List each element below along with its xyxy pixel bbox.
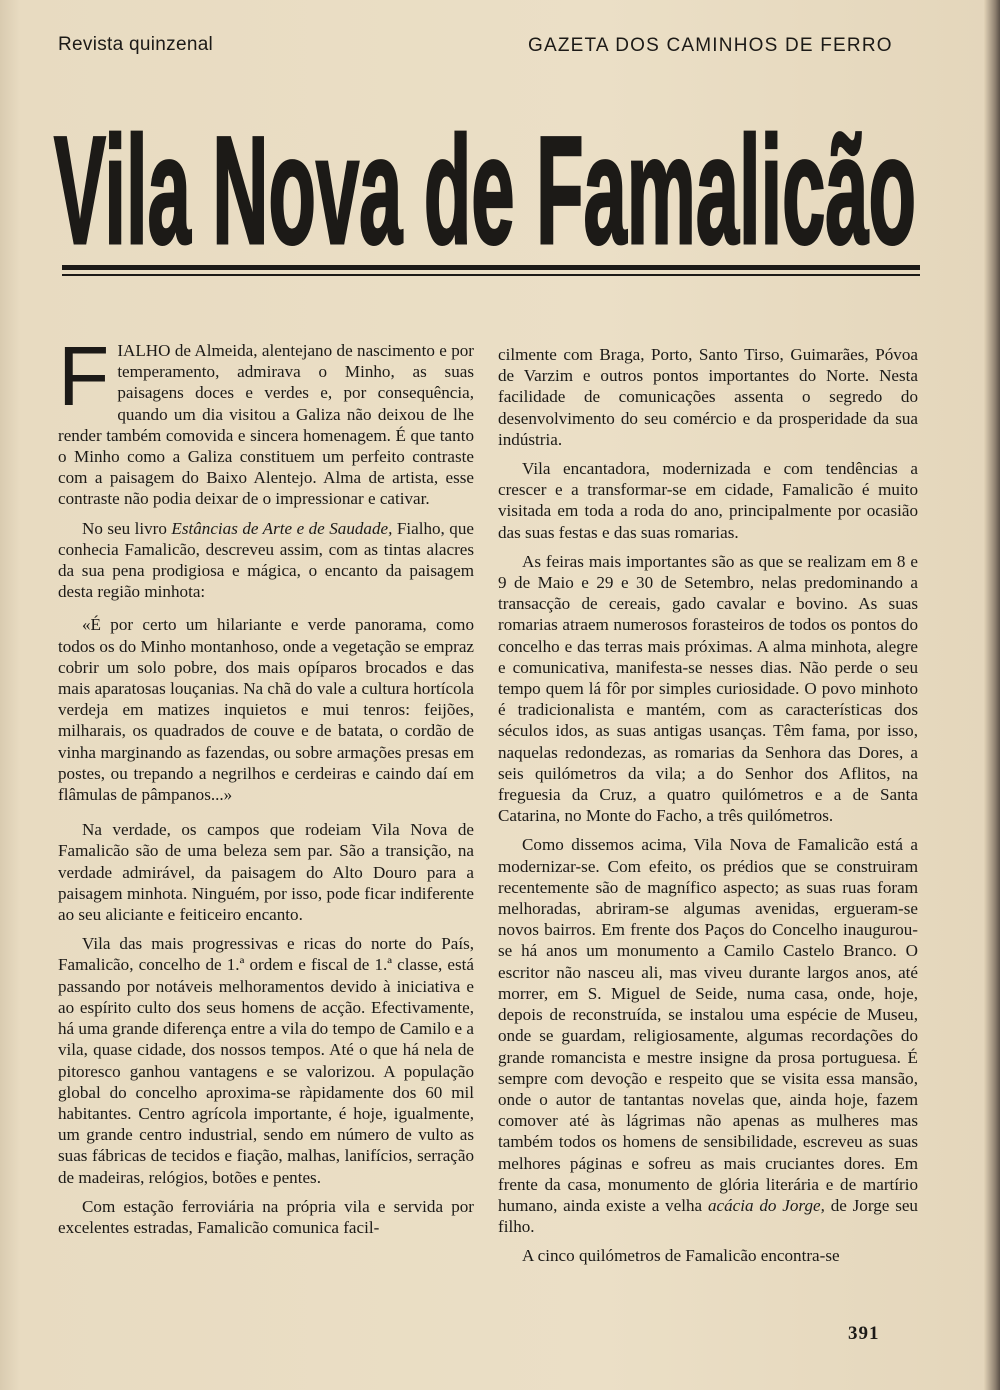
article-paragraph: cilmente com Braga, Porto, Santo Tirso, Guimarães, Póvoa de Varzim e outros pontos importantes do Norte. Nesta facilidade de comunicações assenta o segredo do desenvolvimento do seu comércio e da prosperidade da sua indústria. [498, 345, 918, 449]
tree-name: acácia do Jorge, [707, 1195, 825, 1215]
article-paragraph: Vila das mais progressivas e ricas do norte do País, Famalicão, concelho de 1.ª ordem e fiscal de 1.ª classe, está passando por notáveis melhoramentos devido à iniciativa e ao espírito culto dos seus homens de acção. Efectivamente, há uma grande diferença entre a vila do tempo de Camilo e a vila, quase cidade, dos nossos tempos. Até o que há nela de pitoresco ganhou vantagens e se valorizou. A população global do concelho aproxima-se ràpidamente dos 60 mil habitantes. Centro agrícola importante, é hoje, igualmente, um grande centro industrial, sendo em número de vulto as suas fábricas de tecidos e fiação, malhas, lanifícios, serração de madeiras, relógios, botões e pentes. [58, 934, 474, 1187]
article-title [50, 92, 920, 262]
article-paragraph: Vila encantadora, modernizada e com tendências a crescer e a transformar-se em cidade, Famalicão é muito visitada em toda a roda do ano, principalmente por ocasião das suas festas e das suas romarias. [498, 459, 918, 542]
paragraph-text: Fialho, que conhecia Famalicão, descreveu assim, com as tintas alacres da sua pena prodigiosa e mágica, o encanto da paisagem desta região minhota: [58, 518, 474, 602]
paragraph-text: IALHO de Almeida, alentejano de nascimento e por temperamento, admirava o Minho, as suas paisagens doces e verdes e, por consequência, quando um dia visitou a Galiza não deixou de lhe render também comovida e sincera homenagem. É que tanto o Minho como a Galiza constituem um perfeito contraste com a paisagem do Baixo Alentejo. Alma de artista, esse contraste não podia deixar de o impressionar e cativar. [58, 341, 474, 509]
paragraph-text: No seu livro [82, 518, 172, 538]
article-paragraph: As feiras mais importantes são as que se realizam em 8 e 9 de Maio e 29 e 30 de Setembro, nelas predominando a transacção de cereais, gado cavalar e bovino. As suas romarias atraem numerosos forasteiros de todos os pontos do concelho e das terras mais próximas. A alma minhota, alegre e comunicativa, manifesta-se nesses dias. Não perde o seu tempo quem lá fôr por simples curiosidade. O povo minhoto é tradicionalista e mantém, com as características dos séculos idos, as suas antigas usanças. Têm fama, por isso, naquelas redondezas, as romarias da Senhora das Dores, a seis quilómetros da vila; a do Senhor dos Aflitos, na freguesia da Cruz, a quatro quilómetros e a de Santa Catarina, no Monte do Facho, a três quilómetros. [498, 551, 918, 826]
article-paragraph [58, 329, 474, 510]
page-binding-edge [984, 0, 1000, 1390]
title-underline-thin [62, 274, 920, 276]
article-paragraph [498, 834, 918, 1237]
article-title-text: Vila Nova de Famalicão [54, 105, 917, 262]
article-paragraph: Com estação ferroviária na própria vila e servida por excelentes estradas, Famalicão comunica facil- [58, 1196, 474, 1237]
article-column-right [498, 344, 918, 1275]
article-column-left [58, 329, 474, 1246]
article-paragraph: A cinco quilómetros de Famalicão encontra-se [522, 1246, 840, 1266]
book-title: Estâncias de Arte e de Saudade, [171, 518, 393, 538]
title-underline-thick [62, 265, 920, 270]
article-paragraph: Na verdade, os campos que rodeiam Vila Nova de Famalicão são de uma beleza sem par. São a transição, na verdade admirável, da paisagem do Alto Douro para a paisagem minhota. Ninguém, por isso, pode ficar indiferente ao seu aliciante e feiticeiro encanto. [58, 820, 474, 925]
article-quote: «É por certo um hilariante e verde panorama, como todos os do Minho montanhoso, onde a vegetação se empraz cobrir um solo pobre, dos mais opíparos brocados e das mais aparatosas louçanias. Na chã do vale a cultura hortícola verdeja em matizes inquietos e mui tenros: feijões, milharais, os quadrados de couve e de batata, o cordão de vinha marginando as fazendas, ou sobre armações presas em postes, ou trepando a negrilhos e cerdeiras e caindo daí em flâmulas de pâmpanos...» [58, 615, 474, 805]
paragraph-text: de Jorge seu filho. [498, 1195, 918, 1237]
header-publication-frequency: Revista quinzenal [58, 34, 214, 55]
article-paragraph [58, 518, 474, 603]
paragraph-text: Como dissemos acima, Vila Nova de Famalicão está a modernizar-se. Com efeito, os prédios que se construiram recentemente são de magnífico aspecto; as suas ruas foram melhoradas, abriram-se algumas avenidas, ergueram-se novos bairros. Em frente dos Paços do Concelho inaugurou-se há anos um monumento a Camilo Castelo Branco. O escritor não nasceu ali, mas viveu durante largos anos, até morrer, em S. Miguel de Seide, numa casa, onde, hoje, depois de reconstruída, se instalou uma espécie de Museu, onde se guardam, religiosamente, algumas recordações do grande romancista e mestre insigne da prosa portuguesa. É sempre com devoção e respeito que se visita essa mansão, onde o autor de tantantas novelas que, ainda hoje, fazem comover até às lágrimas não apenas as mulheres mas também todos os homens de sensibilidade, escreveu as suas melhores páginas e sofreu as mais cruciantes dores. Em frente da casa, monumento de glória literária e de martírio humano, ainda existe a velha [498, 835, 918, 1215]
article-title-graphic [50, 92, 920, 262]
drop-cap: F [58, 329, 110, 423]
page-number: 391 [848, 1323, 880, 1344]
header-magazine-name: GAZETA DOS CAMINHOS DE FERRO [528, 35, 893, 56]
